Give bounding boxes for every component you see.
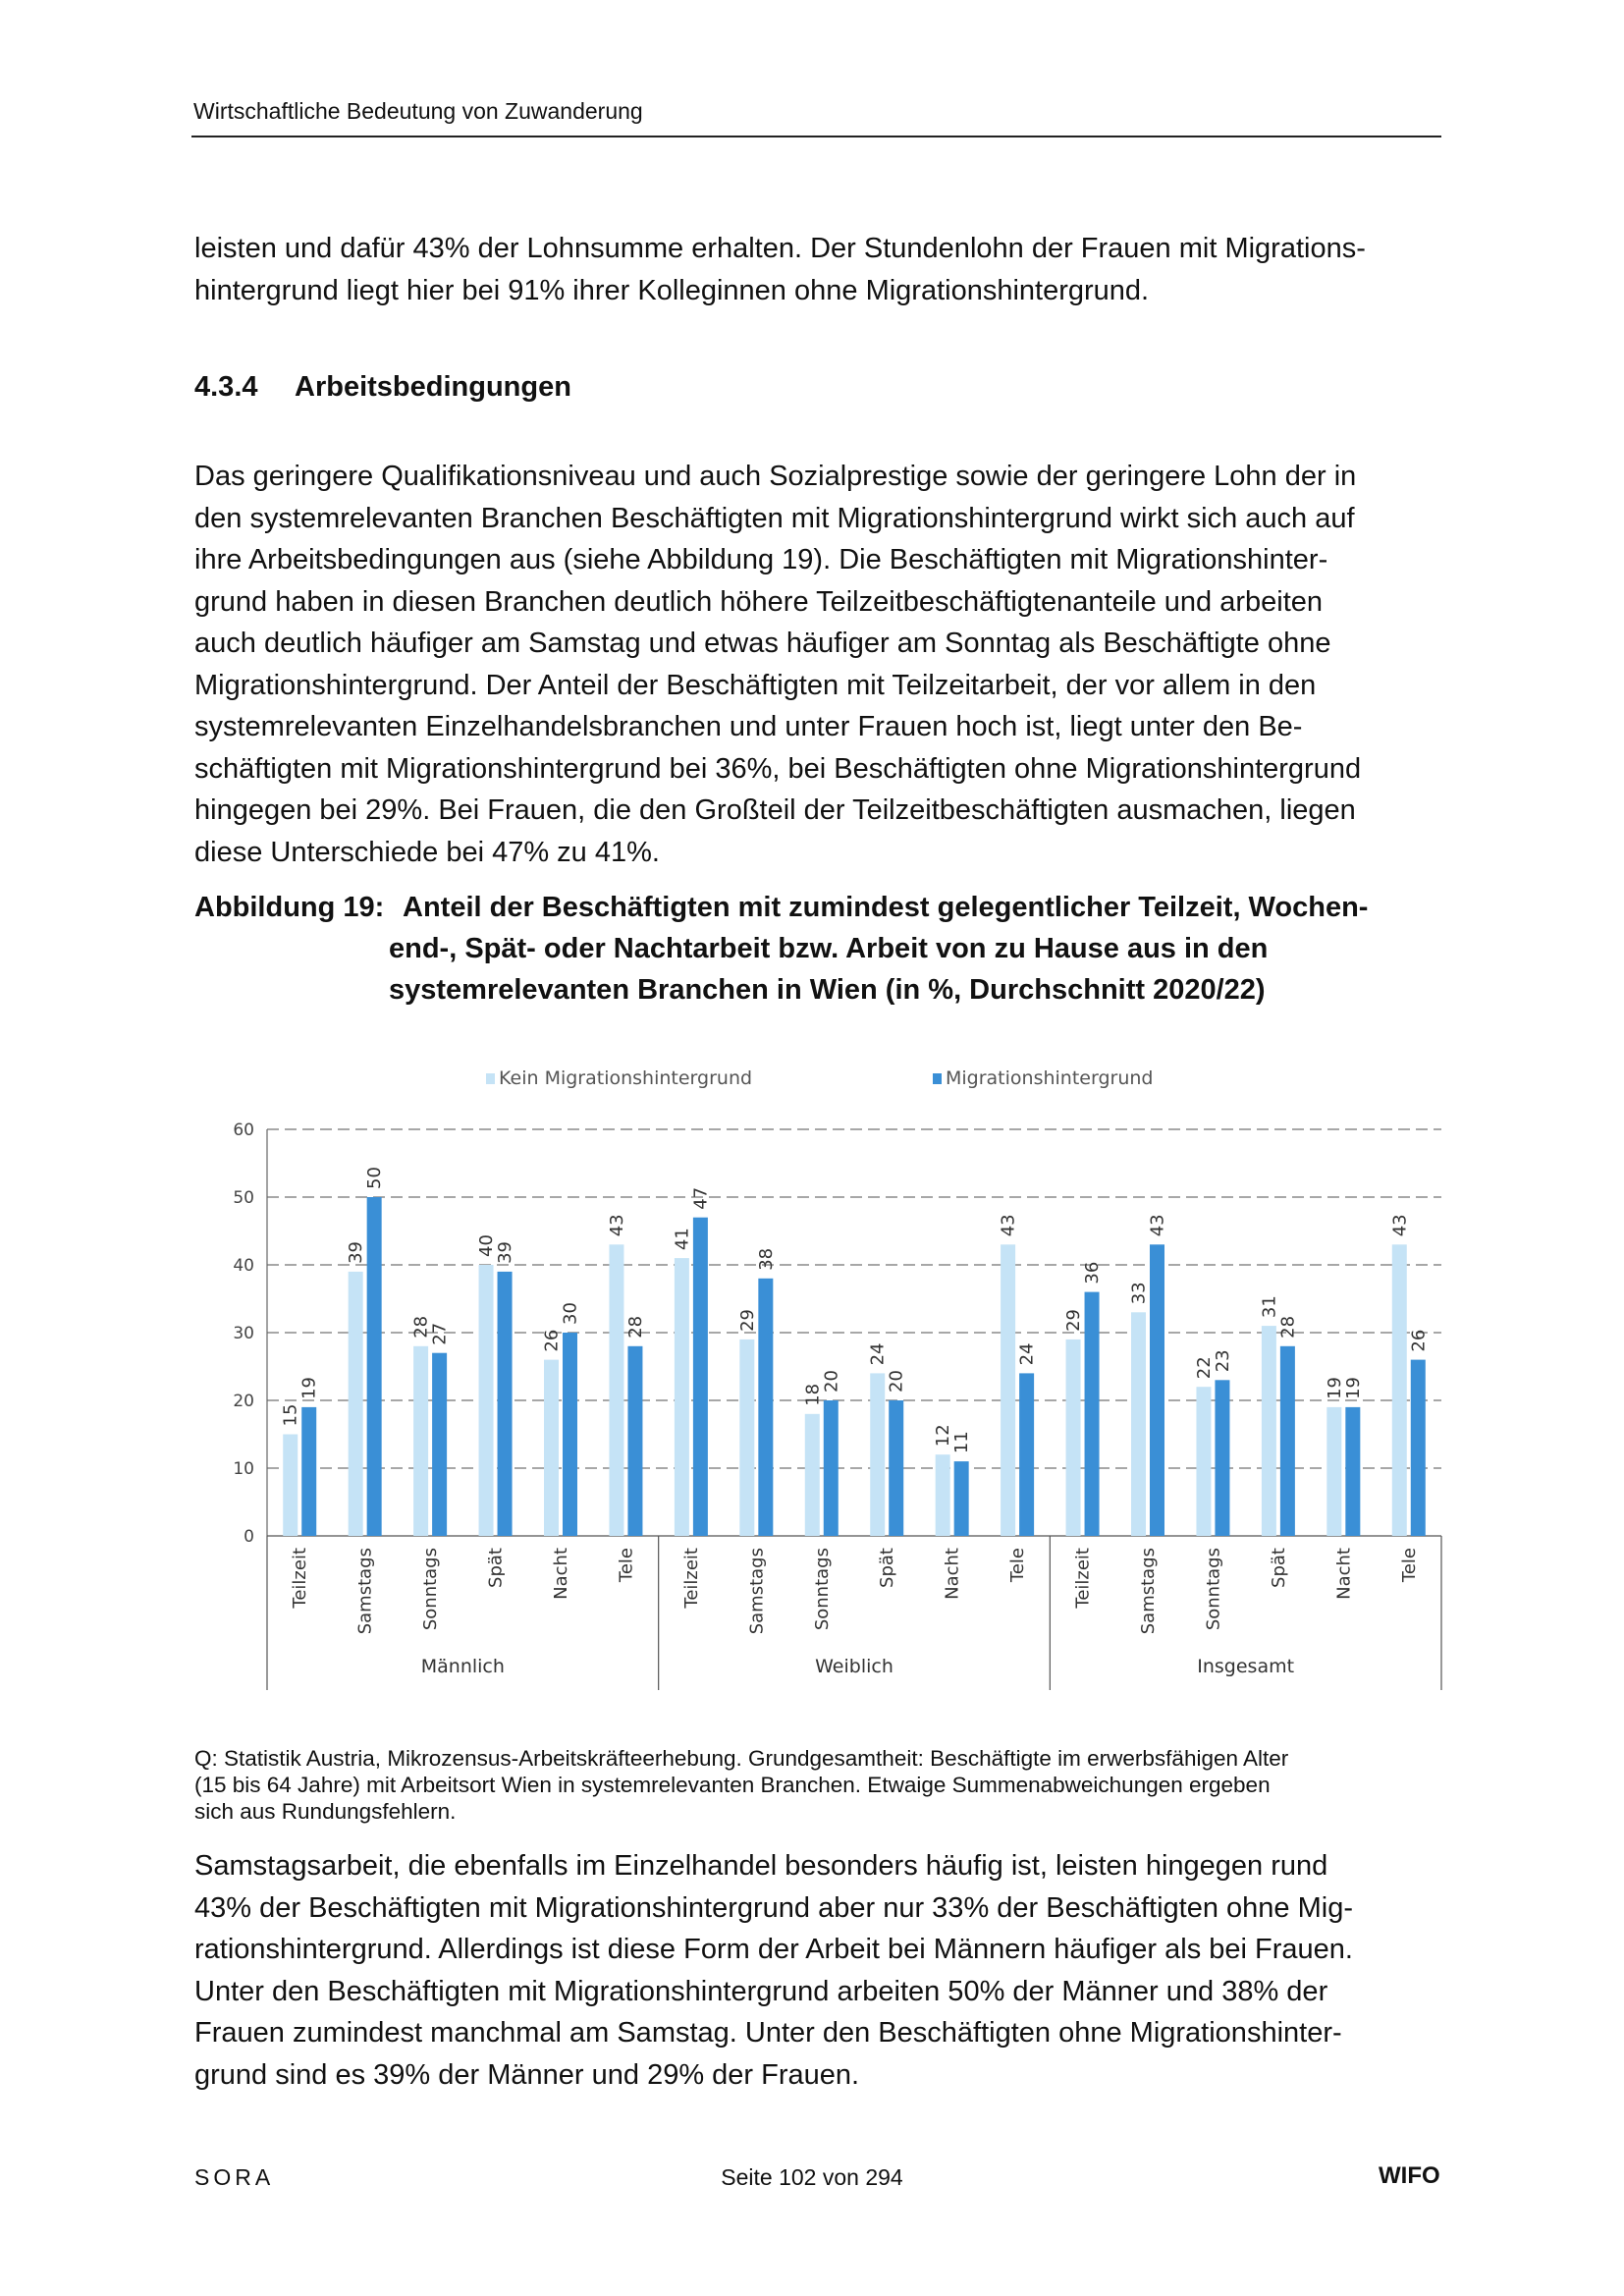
x-tick-label: Sonntags (420, 1548, 442, 1631)
data-label: 50 (364, 1167, 386, 1189)
caption-line: Anteil der Beschäftigten mit zumindest gelegentlicher Teilzeit, Wochen- (403, 892, 1369, 923)
legend-swatch-2 (933, 1073, 942, 1084)
x-tick-label: Samstags (746, 1548, 768, 1635)
data-label: 15 (280, 1403, 301, 1427)
bar (805, 1414, 820, 1536)
data-label: 24 (1016, 1342, 1038, 1366)
source-line: (15 bis 64 Jahre) mit Arbeitsort Wien in systemrelevanten Branchen. Etwaige Summenabweichungen ergeben (194, 1773, 1271, 1797)
group-label: Insgesamt (1197, 1656, 1295, 1677)
data-label: 43 (998, 1214, 1019, 1237)
running-head: Wirtschaftliche Bedeutung von Zuwanderung (193, 98, 643, 124)
bar (563, 1333, 577, 1536)
bar (413, 1346, 428, 1536)
data-label: 12 (933, 1424, 954, 1448)
text-line: Unter den Beschäftigten mit Migrationshintergrund arbeiten 50% der Männer und 38% der (194, 1975, 1328, 2007)
data-label: 28 (1277, 1315, 1299, 1339)
data-label: 38 (755, 1247, 777, 1271)
section-heading (194, 371, 571, 404)
figure-label: Abbildung 19: (194, 892, 385, 923)
text-line: ihre Arbeitsbedingungen aus (siehe Abbildung 19). Die Beschäftigten mit Migrationshinter- (194, 544, 1328, 575)
bar (758, 1279, 773, 1536)
group-label: Männlich (420, 1656, 505, 1677)
bar (1150, 1244, 1164, 1536)
text-line: grund sind es 39% der Männer und 29% der Frauen. (194, 2058, 860, 2091)
y-tick-label: 60 (233, 1121, 254, 1140)
header-rule (191, 136, 1441, 137)
y-tick-label: 50 (233, 1188, 254, 1208)
data-label: 18 (802, 1383, 824, 1406)
data-label: 29 (736, 1308, 758, 1332)
text-line: diese Unterschiede bei 47% zu 41%. (194, 836, 660, 868)
text-line: auch deutlich häufiger am Samstag und etwas häufiger am Sonntag als Beschäftigte ohne (194, 628, 1331, 659)
data-label: 23 (1212, 1349, 1233, 1373)
group-label: Weiblich (815, 1656, 893, 1677)
data-label: 20 (886, 1370, 907, 1393)
x-tick-label: Nacht (551, 1548, 571, 1600)
bar (498, 1272, 513, 1536)
footer-logo: WIFO (1379, 2162, 1440, 2189)
bar (609, 1244, 623, 1536)
bar (544, 1360, 559, 1536)
data-label: 30 (560, 1302, 581, 1325)
bar (432, 1353, 447, 1536)
data-label: 26 (1408, 1329, 1430, 1352)
text-line: Frauen zumindest manchmal am Samstag. Unter den Beschäftigten ohne Migrationshinter- (194, 2017, 1342, 2049)
data-label: 39 (346, 1240, 367, 1264)
data-label: 19 (298, 1376, 320, 1399)
bar (889, 1400, 903, 1536)
bar (1001, 1244, 1015, 1536)
section-title: Arbeitsbedingungen (295, 371, 571, 403)
bar (936, 1454, 950, 1536)
y-tick-label: 30 (233, 1324, 254, 1343)
data-label: 43 (606, 1214, 627, 1237)
y-tick-label: 20 (233, 1392, 254, 1411)
bar (367, 1197, 382, 1536)
data-label: 29 (1063, 1308, 1085, 1332)
data-label: 22 (1193, 1356, 1215, 1380)
data-label: 36 (1082, 1261, 1104, 1285)
x-tick-label: Spät (877, 1548, 898, 1588)
source-line: Q: Statistik Austria, Mikrozensus-Arbeitskräfteerhebung. Grundgesamtheit: Beschäftigte im erwerbsfähigen Alter (194, 1746, 1289, 1771)
source-line: sich aus Rundungsfehlern. (194, 1799, 457, 1824)
bar (1326, 1407, 1341, 1536)
section-number: 4.3.4 (194, 371, 258, 403)
data-label: 39 (495, 1240, 516, 1264)
text-line: rationshintergrund. Allerdings ist diese Form der Arbeit bei Männern häufiger als bei Frauen. (194, 1934, 1353, 1965)
y-tick-label: 40 (233, 1256, 254, 1276)
caption-line: systemrelevanten Branchen in Wien (in %, Durchschnitt 2020/22) (389, 974, 1266, 1006)
bar (693, 1218, 708, 1536)
bar (1131, 1312, 1146, 1536)
x-tick-label: Nacht (942, 1548, 963, 1600)
source-note (194, 1745, 1432, 1825)
bar (870, 1373, 885, 1536)
bar (954, 1461, 969, 1536)
data-label: 33 (1128, 1282, 1150, 1305)
x-tick-label: Samstags (354, 1548, 376, 1635)
x-tick-label: Sonntags (1203, 1548, 1224, 1631)
bar (301, 1407, 316, 1536)
bar (1392, 1244, 1407, 1536)
x-tick-label: Teilzeit (680, 1548, 702, 1609)
bar (1262, 1326, 1276, 1536)
text-line: systemrelevanten Einzelhandelsbranchen und unter Frauen hoch ist, liegt unter den Be- (194, 711, 1303, 742)
bar (1066, 1339, 1081, 1536)
x-tick-label: Spät (485, 1548, 507, 1588)
text-line: Migrationshintergrund. Der Anteil der Beschäftigten mit Teilzeitarbeit, der vor allem in den (194, 669, 1317, 701)
footer-publisher: SORA (194, 2164, 275, 2190)
paragraph-2 (194, 1845, 1441, 2096)
y-tick-label: 0 (244, 1527, 254, 1547)
intro-paragraph (194, 228, 1441, 311)
legend-swatch-1 (486, 1073, 495, 1084)
x-tick-label: Spät (1268, 1548, 1289, 1588)
x-tick-label: Teilzeit (290, 1548, 311, 1609)
bar (1411, 1360, 1426, 1536)
x-tick-label: Teilzeit (1072, 1548, 1094, 1609)
bar-chart (196, 1046, 1453, 1704)
text-line: Das geringere Qualifikationsniveau und auch Sozialprestige sowie der geringere Lohn der in (194, 461, 1357, 492)
x-tick-label: Nacht (1333, 1548, 1355, 1600)
x-tick-label: Tele (616, 1548, 637, 1583)
page-number: Seite 102 von 294 (721, 2164, 903, 2190)
bar (1019, 1373, 1034, 1536)
legend-label-1: Kein Migrationshintergrund (499, 1067, 753, 1089)
data-label: 43 (1389, 1214, 1411, 1237)
text-line: schäftigten mit Migrationshintergrund bei 36%, bei Beschäftigten ohne Migrationshintergrund (194, 752, 1362, 785)
caption-line: end-, Spät- oder Nachtarbeit bzw. Arbeit von zu Hause aus in den (389, 933, 1269, 964)
data-label: 20 (821, 1370, 842, 1393)
y-tick-label: 10 (233, 1459, 254, 1479)
data-label: 41 (672, 1228, 693, 1251)
text-line: hingegen bei 29%. Bei Frauen, die den Großteil der Teilzeitbeschäftigten ausmachen, liegen (194, 794, 1356, 826)
data-label: 28 (624, 1315, 646, 1339)
bar (479, 1265, 494, 1536)
data-label: 31 (1259, 1295, 1280, 1319)
paragraph-1 (194, 456, 1441, 873)
bar (824, 1400, 839, 1536)
data-label: 47 (690, 1186, 712, 1210)
bar (1345, 1407, 1360, 1536)
bar (739, 1339, 754, 1536)
text-line: den systemrelevanten Branchen Beschäftigten mit Migrationshintergrund wirkt sich auch auf (194, 502, 1355, 534)
bar (1280, 1346, 1295, 1536)
data-label: 26 (541, 1329, 563, 1352)
bar (675, 1258, 689, 1536)
bar (349, 1272, 363, 1536)
x-tick-label: Tele (1398, 1548, 1420, 1583)
text-line: leisten und dafür 43% der Lohnsumme erhalten. Der Stundenlohn der Frauen mit Migrations- (194, 233, 1366, 264)
text-line: Samstagsarbeit, die ebenfalls im Einzelhandel besonders häufig ist, leisten hingegen rund (194, 1850, 1328, 1882)
bar (283, 1435, 298, 1537)
text-line: hintergrund liegt hier bei 91% ihrer Kolleginnen ohne Migrationshintergrund. (194, 274, 1150, 306)
data-label: 19 (1342, 1376, 1364, 1399)
data-label: 43 (1147, 1214, 1168, 1237)
bar (627, 1346, 642, 1536)
data-label: 11 (951, 1431, 973, 1454)
text-line: grund haben in diesen Branchen deutlich höhere Teilzeitbeschäftigtenanteile und arbeiten (194, 585, 1324, 618)
data-label: 40 (476, 1234, 498, 1257)
data-label: 28 (410, 1315, 432, 1339)
data-label: 19 (1324, 1376, 1345, 1399)
x-tick-label: Samstags (1138, 1548, 1159, 1635)
data-label: 27 (429, 1322, 451, 1345)
bar (1215, 1380, 1229, 1536)
x-tick-label: Sonntags (811, 1548, 833, 1631)
bar (1196, 1387, 1211, 1536)
x-tick-label: Tele (1007, 1548, 1029, 1583)
bar (1085, 1292, 1100, 1536)
data-label: 24 (867, 1342, 889, 1366)
text-line: 43% der Beschäftigten mit Migrationshintergrund aber nur 33% der Beschäftigten ohne Mig- (194, 1891, 1353, 1924)
legend-label-2: Migrationshintergrund (946, 1067, 1154, 1089)
